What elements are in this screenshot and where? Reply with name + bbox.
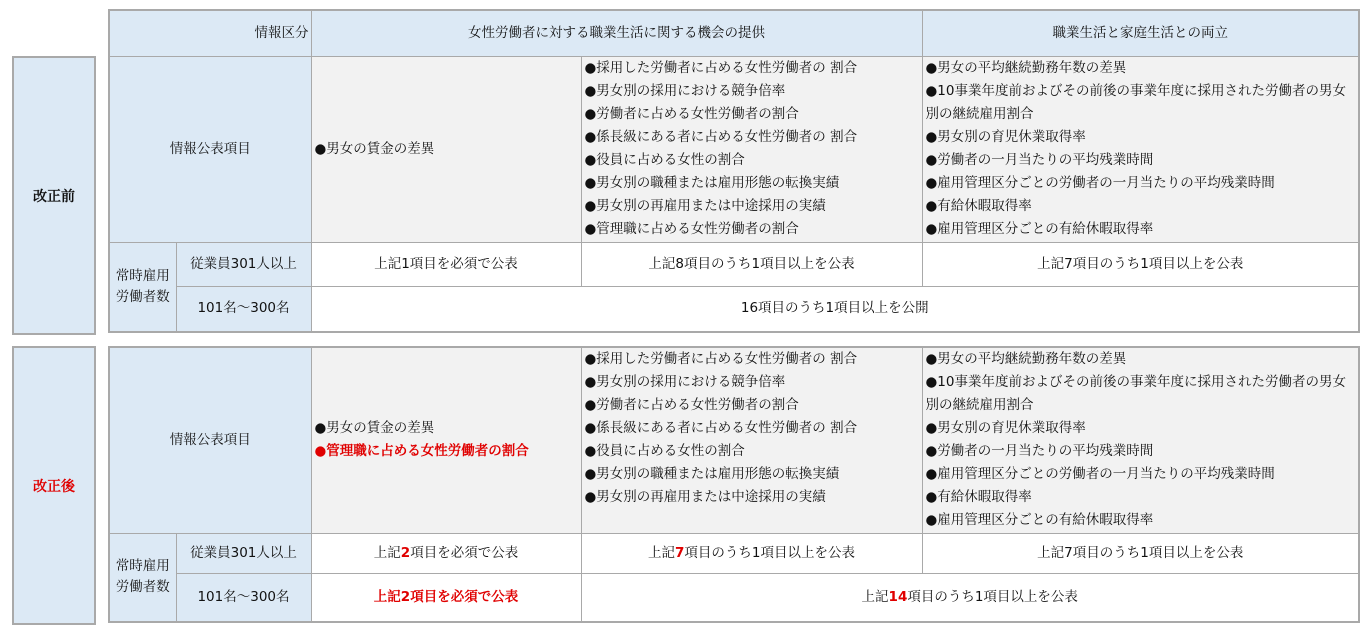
list-item: ● 労働者に占める女性労働者の割合: [585, 103, 919, 126]
wage-items-cell: [311, 347, 581, 533]
large-balance-rule: 上記7項目のうち1項目以上を公表: [922, 533, 1359, 573]
opportunity-header: 女性労働者に対する職業生活に関する機会の提供: [311, 10, 922, 56]
balance-header: 職業生活と家庭生活との両立: [922, 10, 1359, 56]
changed-number: 2: [400, 544, 411, 561]
workers-row-label: 常時雇用 労働者数: [109, 533, 176, 622]
category-header: 情報区分: [109, 10, 311, 56]
list-item: ● 有給休暇取得率: [926, 195, 1356, 218]
changed-number: 14: [888, 588, 908, 605]
list-item: ● 雇用管理区分ごとの労働者の一月当たりの平均残業時間: [926, 172, 1356, 195]
list-item: ● 男女別の再雇用または中途採用の実績: [585, 486, 919, 509]
list-item: ● 係長級にある者に占める女性労働者の 割合: [585, 417, 919, 440]
after-table: [108, 346, 1360, 623]
medium-company-label: 101名～300名: [176, 286, 311, 332]
list-item: ● 10事業年度前およびその前後の事業年度に採用された労働者の男女別の継続雇用割合: [926, 371, 1356, 417]
workers-row-label: 常時雇用 労働者数: [109, 242, 176, 332]
list-item: ● 雇用管理区分ごとの有給休暇取得率: [926, 218, 1356, 241]
list-item: ● 役員に占める女性の割合: [585, 149, 919, 172]
list-item: ● 有給休暇取得率: [926, 486, 1356, 509]
large-wage-rule: 上記1項目を必須で公表: [311, 242, 581, 286]
list-item: ● 男女別の採用における競争倍率: [585, 80, 919, 103]
medium-company-label: 101名～300名: [176, 573, 311, 622]
list-item: ● 男女の平均継続勤務年数の差異: [926, 348, 1356, 371]
wage-items-cell: [311, 56, 581, 242]
medium-rule: 16項目のうち1項目以上を公開: [311, 286, 1359, 332]
opportunity-items-cell: [581, 56, 922, 242]
wage-item: ● 男女の賃金の差異: [315, 138, 578, 161]
after-label: 改正後: [12, 346, 96, 625]
medium-wage-rule: 上記2項目を必須で公表: [311, 573, 581, 622]
list-item: ● 10事業年度前およびその前後の事業年度に採用された労働者の男女別の継続雇用割合: [926, 80, 1356, 126]
balance-items-cell: [922, 56, 1359, 242]
list-item: ● 雇用管理区分ごとの労働者の一月当たりの平均残業時間: [926, 463, 1356, 486]
list-item: ● 労働者の一月当たりの平均残業時間: [926, 440, 1356, 463]
large-company-label: 従業員301人以上: [176, 242, 311, 286]
large-opportunity-rule: 上記7項目のうち1項目以上を公表: [581, 533, 922, 573]
large-balance-rule: 上記7項目のうち1項目以上を公表: [922, 242, 1359, 286]
list-item: ● 労働者の一月当たりの平均残業時間: [926, 149, 1356, 172]
before-label: 改正前: [12, 56, 96, 335]
list-item: ● 管理職に占める女性労働者の割合: [585, 218, 919, 241]
list-item: ● 労働者に占める女性労働者の割合: [585, 394, 919, 417]
before-table: [108, 9, 1360, 333]
opportunity-items-cell: [581, 347, 922, 533]
items-row-label: 情報公表項目: [109, 56, 311, 242]
list-item: ● 役員に占める女性の割合: [585, 440, 919, 463]
list-item: ● 男女別の職種または雇用形態の転換実績: [585, 463, 919, 486]
items-row-label: 情報公表項目: [109, 347, 311, 533]
list-item: ● 採用した労働者に占める女性労働者の 割合: [585, 57, 919, 80]
list-item: ● 男女別の職種または雇用形態の転換実績: [585, 172, 919, 195]
list-item: ● 男女の平均継続勤務年数の差異: [926, 57, 1356, 80]
large-opportunity-rule: 上記8項目のうち1項目以上を公表: [581, 242, 922, 286]
list-item: ● 男女別の採用における競争倍率: [585, 371, 919, 394]
large-company-label: 従業員301人以上: [176, 533, 311, 573]
new-wage-item: ● 管理職に占める女性労働者の割合: [315, 440, 578, 463]
list-item: ● 男女別の育児休業取得率: [926, 126, 1356, 149]
medium-rest-rule: 上記14項目のうち1項目以上を公表: [581, 573, 1359, 622]
large-wage-rule: 上記2項目を必須で公表: [311, 533, 581, 573]
list-item: ● 係長級にある者に占める女性労働者の 割合: [585, 126, 919, 149]
wage-item: ● 男女の賃金の差異: [315, 417, 578, 440]
list-item: ● 男女別の育児休業取得率: [926, 417, 1356, 440]
list-item: ● 採用した労働者に占める女性労働者の 割合: [585, 348, 919, 371]
list-item: ● 男女別の再雇用または中途採用の実績: [585, 195, 919, 218]
balance-items-cell: [922, 347, 1359, 533]
changed-number: 7: [675, 544, 685, 561]
list-item: ● 雇用管理区分ごとの有給休暇取得率: [926, 509, 1356, 532]
